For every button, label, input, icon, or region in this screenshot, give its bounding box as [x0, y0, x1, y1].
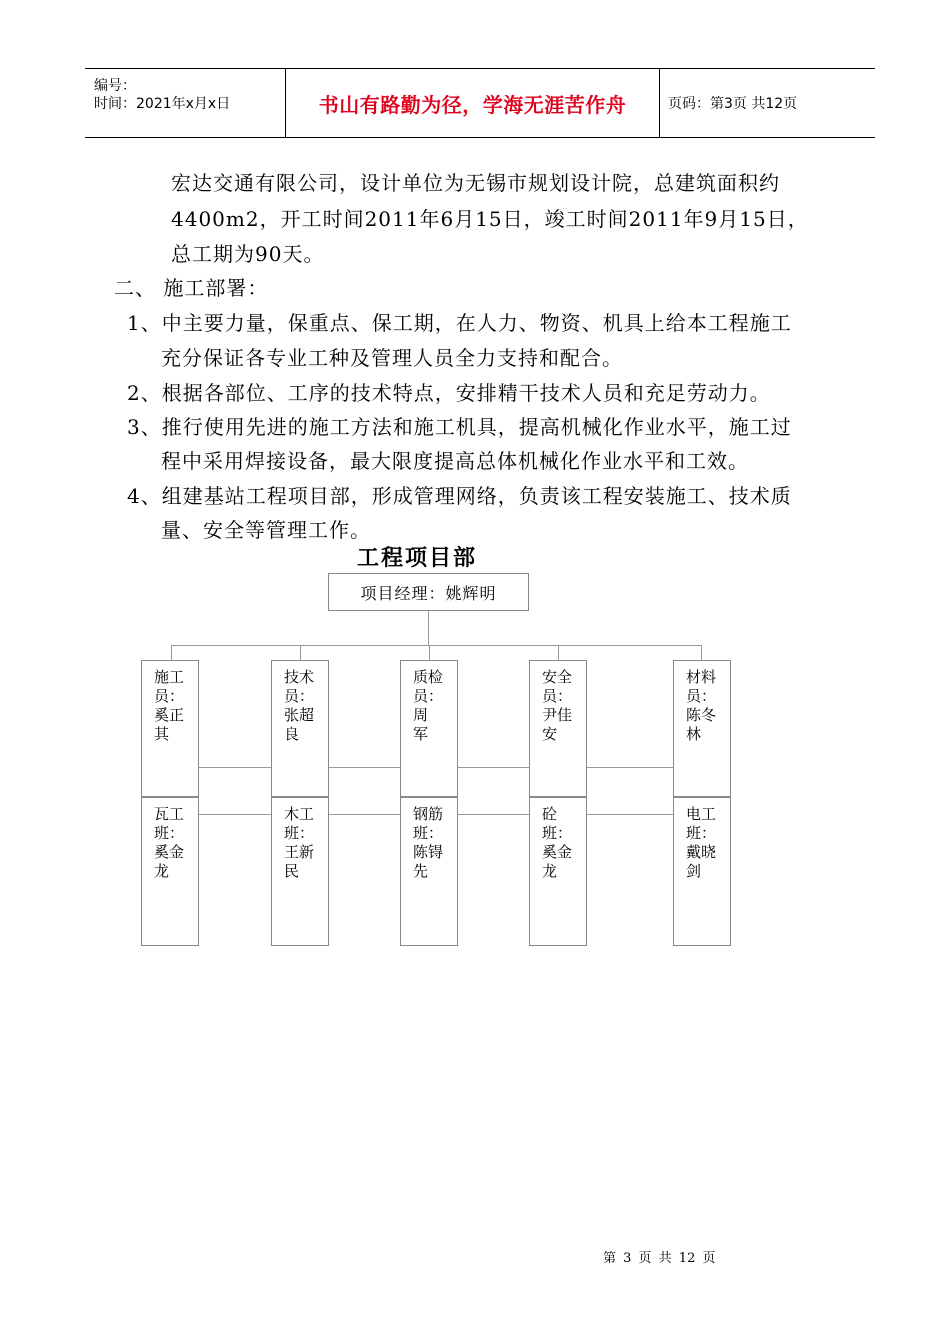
- team-text: 龙: [542, 862, 558, 880]
- body-line: 程中采用焊接设备，最大限度提高总体机械化作业水平和工效。: [161, 449, 749, 473]
- staff-text: 周: [413, 706, 429, 724]
- team-text: 班：: [413, 824, 444, 842]
- team-text: 陈锝: [413, 843, 444, 861]
- header-divider: [659, 69, 660, 137]
- staff-text: 奚正: [154, 706, 185, 724]
- staff-box-technical: [271, 660, 329, 797]
- staff-text: 其: [154, 725, 170, 743]
- body-line: 3、推行使用先进的施工方法和施工机具，提高机械化作业水平，施工过: [127, 415, 792, 439]
- team-text: 民: [284, 862, 300, 880]
- staff-text: 员：: [284, 687, 315, 705]
- project-manager-box: 项目经理：姚辉明: [328, 573, 529, 611]
- staff-box-quality: [400, 660, 458, 797]
- staff-text: 良: [284, 725, 300, 743]
- team-text: 班：: [542, 824, 573, 842]
- staff-text: 安: [542, 725, 558, 743]
- team-box-masonry: [141, 797, 199, 946]
- team-text: 班：: [686, 824, 717, 842]
- team-text: 戴晓: [686, 843, 717, 861]
- team-text: 剑: [686, 862, 702, 880]
- team-text: 砼: [542, 805, 558, 823]
- staff-text: 员：: [542, 687, 573, 705]
- body-line: 量、安全等管理工作。: [161, 518, 371, 542]
- team-box-rebar: [400, 797, 458, 946]
- connector-line: [171, 645, 172, 661]
- staff-box-materials: [673, 660, 731, 797]
- connector-line: [558, 645, 559, 661]
- header-motto: 书山有路勤为径，学海无涯苦作舟: [318, 92, 627, 117]
- team-text: 奚金: [154, 843, 185, 861]
- staff-text: 林: [686, 725, 702, 743]
- staff-text: 技术: [284, 668, 315, 686]
- staff-text: 质检: [413, 668, 444, 686]
- staff-text: 军: [413, 725, 429, 743]
- body-line: 宏达交通有限公司，设计单位为无锡市规划设计院，总建筑面积约: [171, 171, 780, 195]
- staff-text: 员：: [686, 687, 717, 705]
- page-info: 页码：第3页 共12页: [668, 96, 798, 112]
- staff-text: 施工: [154, 668, 185, 686]
- page-header: [85, 68, 875, 138]
- time-label: 时间：2021年x月x日: [94, 96, 231, 112]
- team-text: 电工: [686, 805, 717, 823]
- staff-text: 员：: [154, 687, 185, 705]
- team-box-carpentry: [271, 797, 329, 946]
- team-text: 钢筋: [413, 805, 444, 823]
- connector-line: [300, 645, 301, 661]
- team-text: 木工: [284, 805, 315, 823]
- body-line: 充分保证各专业工种及管理人员全力支持和配合。: [161, 346, 623, 370]
- team-box-concrete: [529, 797, 587, 946]
- number-label: 编号：: [94, 78, 136, 94]
- staff-text: 陈冬: [686, 706, 717, 724]
- body-line: 总工期为90天。: [171, 242, 325, 266]
- staff-box-safety: [529, 660, 587, 797]
- connector-line: [429, 645, 430, 661]
- staff-text: 尹佳: [542, 706, 573, 724]
- connector-line: [171, 645, 702, 646]
- team-text: 龙: [154, 862, 170, 880]
- team-text: 王新: [284, 843, 315, 861]
- connector-line: [701, 645, 702, 661]
- body-line: 4400m2，开工时间2011年6月15日，竣工时间2011年9月15日，: [171, 207, 809, 231]
- body-line: 2、根据各部位、工序的技术特点，安排精干技术人员和充足劳动力。: [127, 381, 771, 405]
- staff-text: 安全: [542, 668, 573, 686]
- staff-box-construction: [141, 660, 199, 797]
- team-text: 奚金: [542, 843, 573, 861]
- staff-text: 张超: [284, 706, 315, 724]
- header-meta: [85, 69, 285, 137]
- connector-line: [428, 611, 429, 645]
- body-line: 1、中主要力量，保重点、保工期，在人力、物资、机具上给本工程施工: [127, 311, 792, 335]
- team-text: 先: [413, 862, 429, 880]
- page-footer: 第 3 页 共 12 页: [603, 1251, 716, 1266]
- team-text: 瓦工: [154, 805, 185, 823]
- body-line: 4、组建基站工程项目部，形成管理网络，负责该工程安装施工、技术质: [127, 484, 792, 508]
- staff-text: 员：: [413, 687, 444, 705]
- team-text: 班：: [284, 824, 315, 842]
- staff-text: 材料: [686, 668, 717, 686]
- team-text: 班：: [154, 824, 185, 842]
- section-heading: 二、 施工部署：: [114, 276, 269, 300]
- org-chart-title: 工程项目部: [357, 545, 478, 571]
- team-box-electrical: [673, 797, 731, 946]
